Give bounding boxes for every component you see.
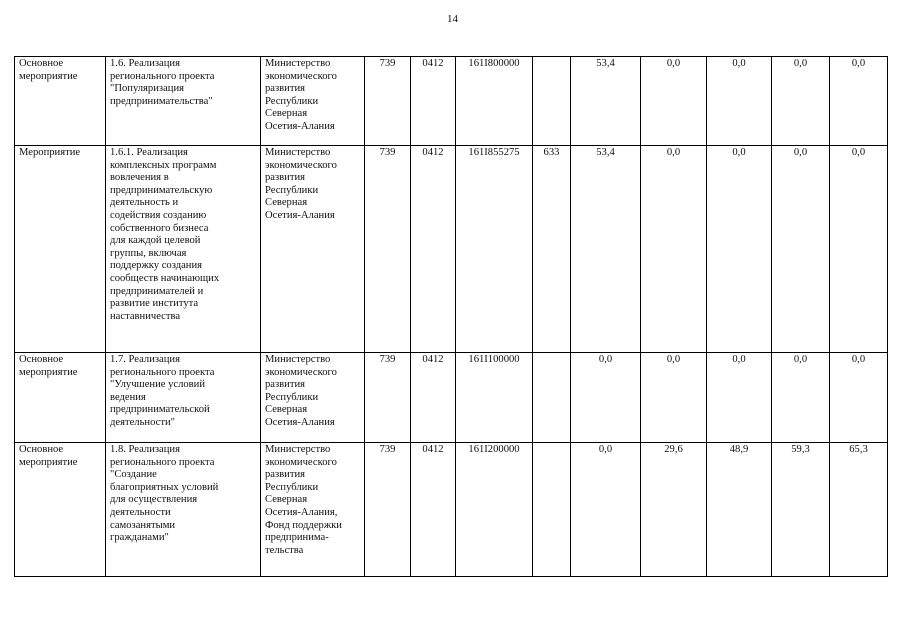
value-cell: 48,9 <box>707 443 772 577</box>
grbs-cell: 739 <box>365 146 411 353</box>
grbs-cell: 739 <box>365 353 411 443</box>
value-cell: 0,0 <box>830 146 888 353</box>
value-cell: 0,0 <box>772 353 830 443</box>
status-cell: Основное мероприятие <box>15 57 106 146</box>
vr-cell <box>533 57 571 146</box>
value-cell: 59,3 <box>772 443 830 577</box>
value-cell: 0,0 <box>571 353 641 443</box>
rz-pr-cell: 0412 <box>411 443 456 577</box>
table-row <box>15 146 888 353</box>
grbs-cell: 739 <box>365 443 411 577</box>
value-cell: 53,4 <box>571 146 641 353</box>
page-number: 14 <box>447 13 458 25</box>
value-cell: 0,0 <box>772 57 830 146</box>
rz-pr-cell: 0412 <box>411 353 456 443</box>
executor-cell: Министерство экономического развития Республики Северная Осетия-Алания <box>261 146 365 353</box>
table-row <box>15 353 888 443</box>
csr-cell: 161I800000 <box>456 57 533 146</box>
value-cell: 0,0 <box>707 57 772 146</box>
event-name-cell: 1.7. Реализация регионального проекта "Улучшение условий ведения предпринимательской деятельности" <box>106 353 261 443</box>
value-cell: 0,0 <box>707 353 772 443</box>
table-row <box>15 57 888 146</box>
event-name-cell: 1.8. Реализация регионального проекта "Создание благоприятных условий для осуществления деятельности самозанятыми гражданами" <box>106 443 261 577</box>
csr-cell: 161I855275 <box>456 146 533 353</box>
value-cell: 0,0 <box>830 353 888 443</box>
rz-pr-cell: 0412 <box>411 57 456 146</box>
value-cell: 0,0 <box>571 443 641 577</box>
csr-cell: 161I100000 <box>456 353 533 443</box>
executor-cell: Министерство экономического развития Республики Северная Осетия-Алания, Фонд поддержки предпринима- тельства <box>261 443 365 577</box>
value-cell: 0,0 <box>641 57 707 146</box>
value-cell: 29,6 <box>641 443 707 577</box>
vr-cell <box>533 353 571 443</box>
budget-table <box>14 56 888 577</box>
value-cell: 65,3 <box>830 443 888 577</box>
vr-cell: 633 <box>533 146 571 353</box>
event-name-cell: 1.6.1. Реализация комплексных программ вовлечения в предпринимательскую деятельность и содействия созданию собственного бизнеса для каждой целевой группы, включая поддержку создания сообществ начинающих предпринимателей и развитие института наставничества <box>106 146 261 353</box>
value-cell: 0,0 <box>707 146 772 353</box>
csr-cell: 161I200000 <box>456 443 533 577</box>
value-cell: 0,0 <box>641 353 707 443</box>
executor-cell: Министерство экономического развития Республики Северная Осетия-Алания <box>261 353 365 443</box>
rz-pr-cell: 0412 <box>411 146 456 353</box>
status-cell: Мероприятие <box>15 146 106 353</box>
event-name-cell: 1.6. Реализация регионального проекта "Популяризация предпринимательства" <box>106 57 261 146</box>
grbs-cell: 739 <box>365 57 411 146</box>
value-cell: 0,0 <box>830 57 888 146</box>
value-cell: 53,4 <box>571 57 641 146</box>
status-cell: Основное мероприятие <box>15 443 106 577</box>
status-cell: Основное мероприятие <box>15 353 106 443</box>
table-row <box>15 443 888 577</box>
value-cell: 0,0 <box>772 146 830 353</box>
vr-cell <box>533 443 571 577</box>
value-cell: 0,0 <box>641 146 707 353</box>
executor-cell: Министерство экономического развития Республики Северная Осетия-Алания <box>261 57 365 146</box>
